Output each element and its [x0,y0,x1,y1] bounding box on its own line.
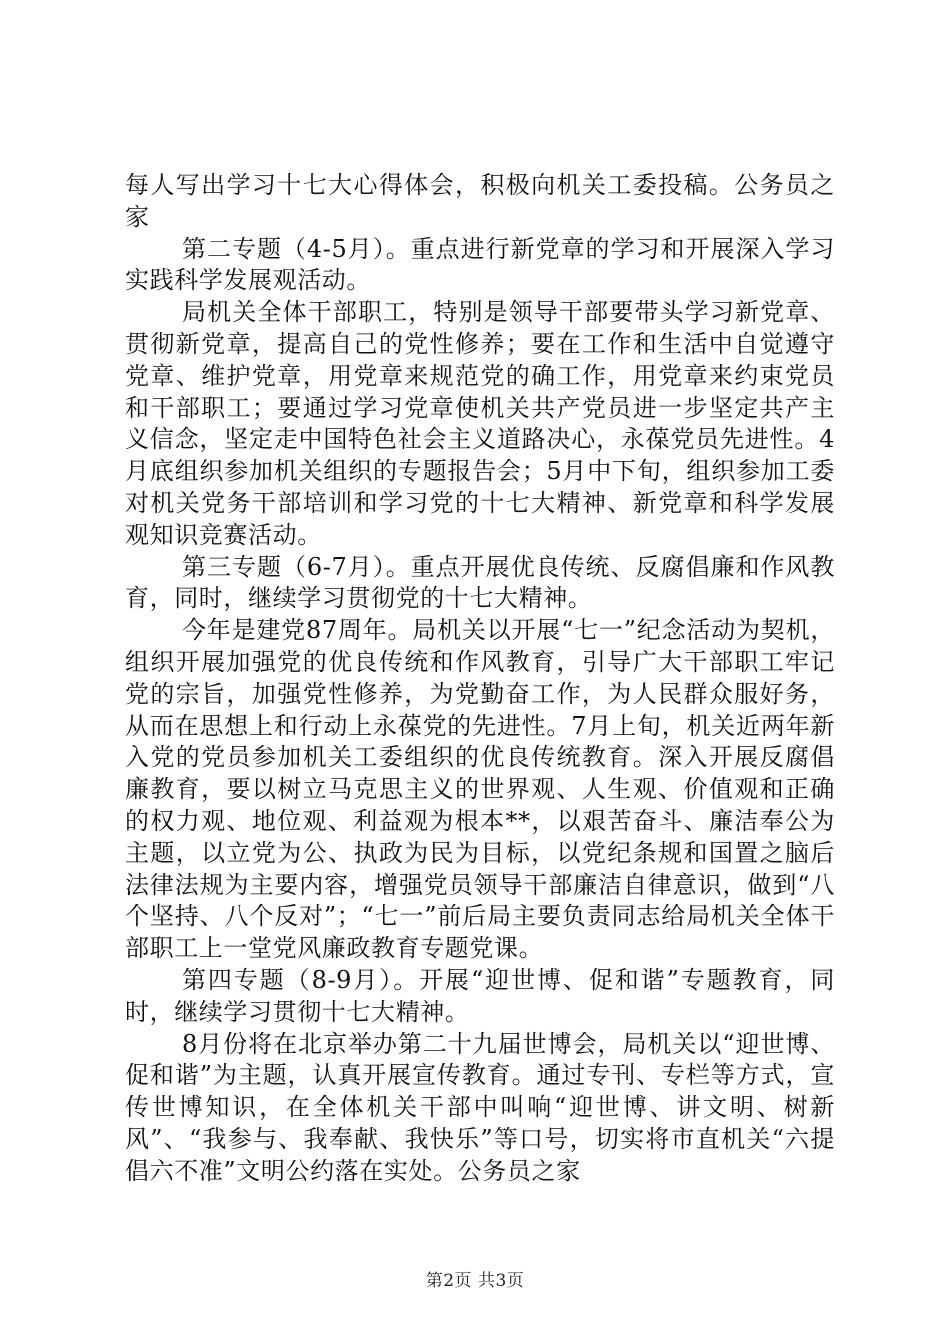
paragraph-topic-four-body: 8月份将在北京举办第二十九届世博会，局机关以“迎世博、促和谐”为主题，认真开展宣传教育。通过专刊、专栏等方式，宣传世博知识，在全体机关干部中叫响“迎世博、讲文明、树新风”、“我参与、我奉献、我快乐”等口号，切实将市直机关“六提倡六不准”文明公约落在实处。公务员之家 [125,1029,835,1185]
paragraph-continuation: 每人写出学习十七大心得体会，积极向机关工委投稿。公务员之家 [125,171,835,231]
paragraph-topic-three-body: 今年是建党87周年。局机关以开展“七一”纪念活动为契机，组织开展加强党的优良传统和作风教育，引导广大干部职工牢记党的宗旨，加强党性修养，为党勤奋工作，为人民群众服好务，从而在思想上和行动上永葆党的先进性。7月上旬，机关近两年新入党的党员参加机关工委组织的优良传统教育。深入开展反腐倡廉教育，要以树立马克思主义的世界观、人生观、价值观和正确的权力观、地位观、利益观为根本**，以艰苦奋斗、廉洁奉公为主题，以立党为公、执政为民为目标，以党纪条规和国置之脑后法律法规为主要内容，增强党员领导干部廉洁自律意识，做到“八个坚持、八个反对”；“七一”前后局主要负责同志给局机关全体干部职工上一堂党风廉政教育专题党课。 [125,616,835,963]
paragraph-topic-two-body: 局机关全体干部职工，特别是领导干部要带头学习新党章、贯彻新党章，提高自己的党性修养；要在工作和生活中自觉遵守党章、维护党章，用党章来规范党的确工作，用党章来约束党员和干部职工；要通过学习党章使机关共产党员进一步坚定共产主义信念，坚定走中国特色社会主义道路决心，永葆党员先进性。4月底组织参加机关组织的专题报告会；5月中下旬，组织参加工委对机关党务干部培训和学习党的十七大精神、新党章和科学发展观知识竞赛活动。 [125,298,835,549]
paragraph-topic-two-heading: 第二专题（4-5月）。重点进行新党章的学习和开展深入学习实践科学发展观活动。 [125,234,835,295]
page-number-footer: 第2页 共3页 [425,1271,525,1291]
paragraph-topic-three-heading: 第三专题（6-7月）。重点开展优良传统、反腐倡廉和作风教育，同时，继续学习贯彻党的十七大精神。 [125,552,835,613]
document-body [125,170,835,1188]
paragraph-topic-four-heading: 第四专题（8-9月）。开展“迎世博、促和谐”专题教育，同时，继续学习贯彻十七大精神。 [125,965,835,1026]
